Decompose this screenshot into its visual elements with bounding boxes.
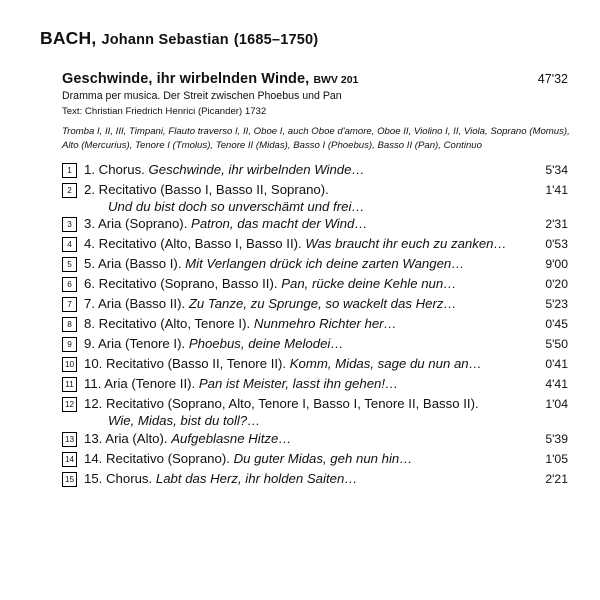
track-label <box>84 296 457 313</box>
track-body <box>84 296 570 313</box>
track-main <box>84 356 570 373</box>
track-duration: 0'53 <box>545 237 568 252</box>
track-body <box>84 276 570 293</box>
track-label <box>84 336 344 353</box>
track-body <box>84 182 570 216</box>
track-genre: Recitativo (Soprano, Alto, Tenore I, Basso I, Tenore II, Basso II). <box>106 396 479 412</box>
track-main <box>84 182 570 199</box>
track-main <box>84 336 570 353</box>
track-body <box>84 356 570 373</box>
track-number-box: 5 <box>62 257 77 272</box>
track-label <box>84 356 482 373</box>
track-body <box>84 451 570 468</box>
track-duration: 1'04 <box>545 397 568 412</box>
track-genre: Chorus. <box>98 161 145 177</box>
track-main <box>84 216 570 233</box>
track-index: 13. <box>84 431 103 447</box>
track-row[interactable] <box>62 316 570 335</box>
track-index: 5. <box>84 256 95 272</box>
track-index: 6. <box>84 276 95 292</box>
track-title: Zu Tanze, zu Sprunge, so wackelt das Herz… <box>188 296 457 312</box>
track-row[interactable] <box>62 236 570 255</box>
track-list <box>62 162 570 491</box>
track-number-box: 11 <box>62 377 77 392</box>
work-total-duration: 47'32 <box>537 72 568 86</box>
track-index: 1. <box>84 161 95 177</box>
track-title: Nunmehro Richter her… <box>253 316 397 332</box>
track-body <box>84 336 570 353</box>
track-number-box: 14 <box>62 452 77 467</box>
track-genre: Recitativo (Alto, Basso I, Basso II). <box>98 236 302 252</box>
work-title-row <box>62 71 570 87</box>
track-number-box: 2 <box>62 183 77 198</box>
track-label <box>84 236 507 253</box>
track-number-box: 9 <box>62 337 77 352</box>
track-number-box: 6 <box>62 277 77 292</box>
track-duration: 0'45 <box>545 317 568 332</box>
track-label <box>84 431 291 448</box>
track-genre: Aria (Basso I). <box>97 256 182 272</box>
track-body <box>84 431 570 448</box>
track-title: Komm, Midas, sage du nun an… <box>289 356 482 372</box>
track-row[interactable] <box>62 376 570 395</box>
track-index: 11. <box>84 376 102 392</box>
track-number-box: 7 <box>62 297 77 312</box>
work-subtitle: Dramma per musica. Der Streit zwischen Phoebus und Pan <box>62 90 342 102</box>
track-genre: Chorus. <box>106 471 153 487</box>
track-row[interactable] <box>62 471 570 490</box>
track-title: Geschwinde, ihr wirbelnden Winde… <box>148 161 365 177</box>
work-title <box>62 71 358 87</box>
track-row[interactable] <box>62 216 570 235</box>
track-row[interactable] <box>62 451 570 470</box>
track-number-box: 3 <box>62 217 77 232</box>
work-scoring: Tromba I, II, III, Timpani, Flauto traverso I, II, Oboe I, auch Oboe d'amore, Oboe II, Violino I, II, Viola, Soprano (Momus), Alto (Mercurius), Tenore I (Tmolus), Tenore II (Midas), Basso I (Phoebus), Basso II (Pan), Continuo <box>62 126 570 152</box>
track-duration: 5'34 <box>545 162 568 177</box>
track-index: 4. <box>84 236 95 252</box>
track-genre: Recitativo (Soprano, Basso II). <box>98 276 278 292</box>
track-duration: 1'05 <box>545 452 568 467</box>
track-body <box>84 376 570 393</box>
track-index: 12. <box>84 396 103 412</box>
work-block <box>62 71 570 490</box>
track-title: Aufgeblasne Hitze… <box>171 431 292 447</box>
track-duration: 4'41 <box>545 377 568 392</box>
track-row[interactable] <box>62 276 570 295</box>
track-body <box>84 316 570 333</box>
track-title: Was braucht ihr euch zu zanken… <box>305 236 507 252</box>
track-row[interactable] <box>62 182 570 216</box>
track-row[interactable] <box>62 431 570 450</box>
track-title: Labt das Herz, ihr holden Saiten… <box>155 471 358 487</box>
track-main <box>84 471 570 488</box>
track-label <box>84 471 357 488</box>
track-genre: Recitativo (Soprano). <box>106 451 230 467</box>
track-duration: 9'00 <box>545 257 568 272</box>
track-main <box>84 256 570 273</box>
track-body <box>84 256 570 273</box>
track-label <box>84 451 412 468</box>
track-main <box>84 276 570 293</box>
track-label <box>84 256 464 273</box>
work-catalog-number: BWV 201 <box>313 74 359 86</box>
track-body <box>84 396 570 430</box>
track-index: 3. <box>84 216 95 232</box>
composer-surname: BACH, <box>40 28 97 48</box>
track-body <box>84 162 570 179</box>
track-row[interactable] <box>62 256 570 275</box>
track-index: 15. <box>84 471 103 487</box>
track-title: Phoebus, deine Melodei… <box>188 336 344 352</box>
track-genre: Aria (Basso II). <box>97 296 186 312</box>
track-main <box>84 316 570 333</box>
track-main <box>84 396 570 413</box>
track-row[interactable] <box>62 336 570 355</box>
track-number-box: 15 <box>62 472 77 487</box>
track-body <box>84 471 570 488</box>
track-genre: Aria (Alto). <box>105 431 168 447</box>
track-number-box: 13 <box>62 432 77 447</box>
track-row[interactable] <box>62 396 570 430</box>
track-duration: 5'39 <box>545 432 568 447</box>
track-row[interactable] <box>62 162 570 181</box>
track-duration: 5'23 <box>545 297 568 312</box>
track-label <box>84 216 368 233</box>
track-label <box>84 162 365 179</box>
track-main <box>84 296 570 313</box>
track-title: Mit Verlangen drück ich deine zarten Wangen… <box>185 256 465 272</box>
track-main <box>84 236 570 253</box>
track-main <box>84 431 570 448</box>
track-label <box>84 276 456 293</box>
track-title: Pan, rücke deine Kehle nun… <box>281 276 457 292</box>
track-row[interactable] <box>62 356 570 375</box>
track-label <box>84 182 329 199</box>
track-number-box: 1 <box>62 163 77 178</box>
track-main <box>84 162 570 179</box>
track-index: 14. <box>84 451 103 467</box>
track-genre: Recitativo (Alto, Tenore I). <box>98 316 251 332</box>
track-duration: 2'21 <box>545 472 568 487</box>
track-duration: 5'50 <box>545 337 568 352</box>
composer-heading <box>40 28 570 49</box>
track-title: Patron, das macht der Wind… <box>191 216 368 232</box>
track-duration: 0'20 <box>545 277 568 292</box>
track-genre: Aria (Soprano). <box>97 216 188 232</box>
track-duration: 1'41 <box>545 182 568 197</box>
track-title: Pan ist Meister, lasst ihn gehen!… <box>198 376 399 392</box>
track-row[interactable] <box>62 296 570 315</box>
track-number-box: 12 <box>62 397 77 412</box>
track-title: Du guter Midas, geh nun hin… <box>233 451 413 467</box>
track-body <box>84 216 570 233</box>
work-title-main: Geschwinde, ihr wirbelnden Winde, <box>62 71 310 87</box>
composer-forename: Johann Sebastian <box>101 32 229 48</box>
track-label <box>84 396 479 413</box>
track-index: 9. <box>84 336 95 352</box>
track-index: 8. <box>84 316 95 332</box>
track-title-continuation: Und du bist doch so unverschämt und frei… <box>108 198 365 214</box>
track-number-box: 10 <box>62 357 77 372</box>
track-label <box>84 316 397 333</box>
track-genre: Aria (Tenore I). <box>97 336 186 352</box>
track-duration: 2'31 <box>545 217 568 232</box>
track-index: 10. <box>84 356 103 372</box>
track-genre: Aria (Tenore II). <box>104 376 196 392</box>
track-label <box>84 376 398 393</box>
composer-dates: (1685–1750) <box>233 32 319 48</box>
track-main <box>84 451 570 468</box>
track-number-box: 4 <box>62 237 77 252</box>
track-duration: 0'41 <box>545 357 568 372</box>
track-genre: Recitativo (Basso I, Basso II, Soprano). <box>98 181 329 197</box>
work-text-credit: Text: Christian Friedrich Henrici (Picander) 1732 <box>62 105 267 117</box>
track-main <box>84 376 570 393</box>
track-index: 2. <box>84 181 95 197</box>
track-number-box: 8 <box>62 317 77 332</box>
track-body <box>84 236 570 253</box>
track-genre: Recitativo (Basso II, Tenore II). <box>106 356 287 372</box>
track-index: 7. <box>84 296 95 312</box>
track-title-continuation: Wie, Midas, bist du toll?… <box>108 413 261 429</box>
